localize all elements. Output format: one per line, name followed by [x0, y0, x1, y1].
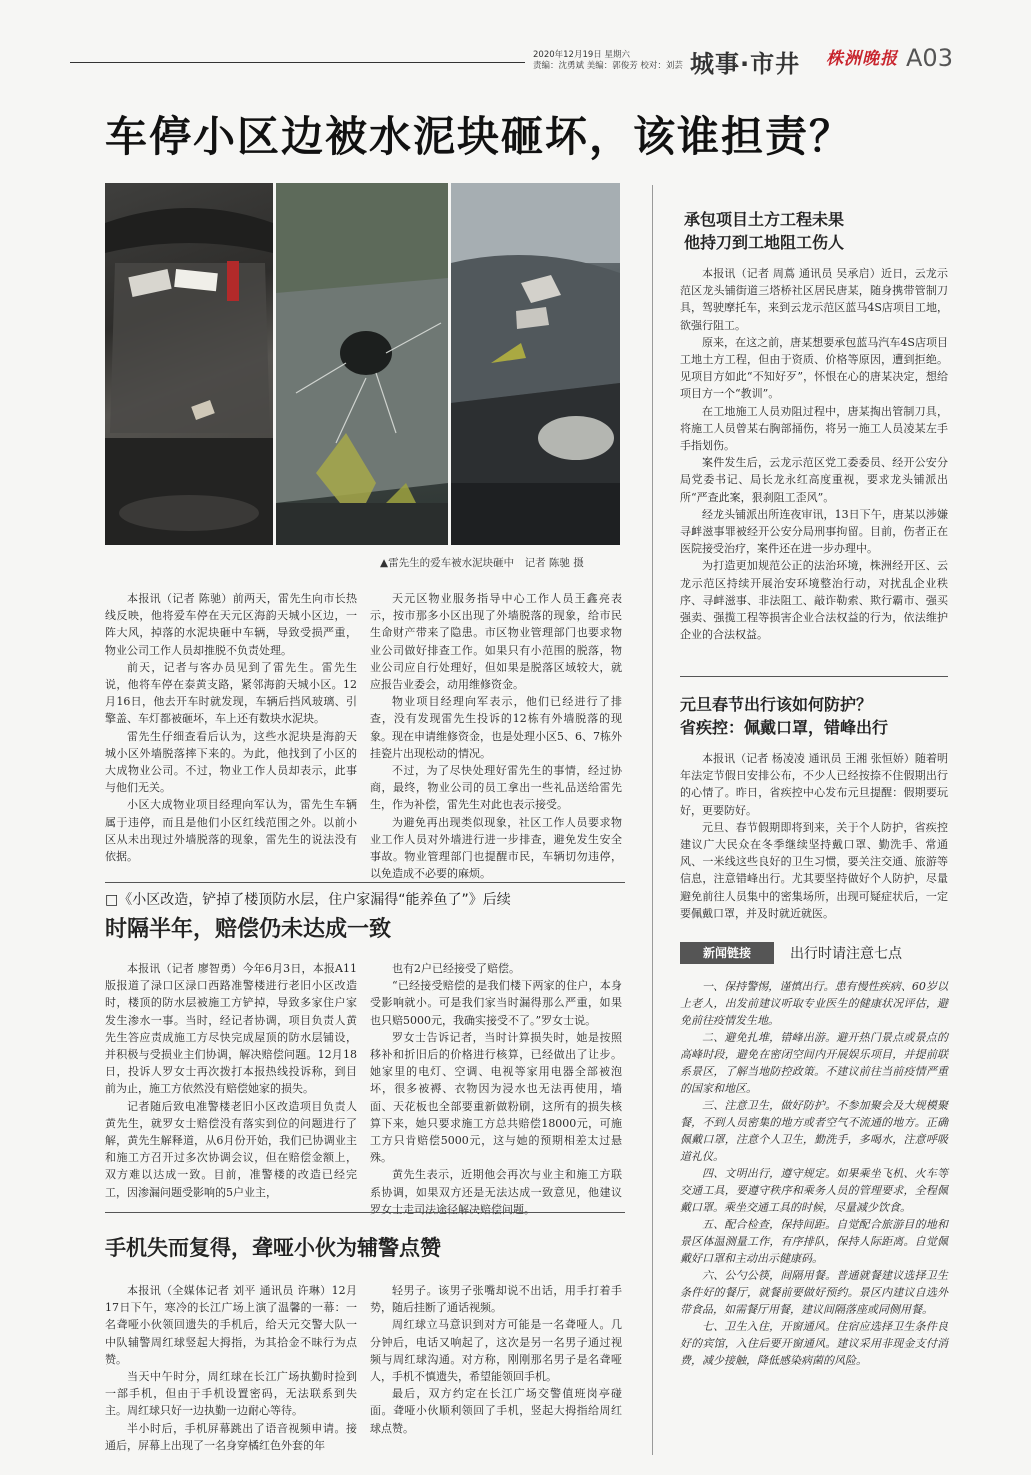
paragraph: 为避免再出现类似现象，社区工作人员要求物业工作人员对外墙进行进一步排查，避免发生安全事故。物业管理部门也提醒市民，车辆切勿违停，以免造成不必要的麻烦。	[370, 815, 622, 881]
followup-column-2	[370, 960, 622, 1218]
paragraph: 雷先生仔细查看后认为，这些水泥块是海韵天城小区外墙脱落摔下来的。为此，他找到了小区的大成物业公司。不过，物业工作人员却表示，此事与他们无关。	[105, 729, 357, 795]
paragraph: 也有2户已经接受了赔偿。	[392, 962, 520, 975]
paragraph: 前天，记者与客办员见到了雷先生。雷先生说，他将车停在泰黄支路，紧邻海韵天城小区。12月16日，他去开车时就发现，车辆后挡风玻璃、引擎盖、车灯都被砸坏，车上还有数块水泥块。	[105, 660, 357, 726]
paragraph: 本报讯（记者 陈驰）前两天，雷先生向市长热线反映，他将爱车停在天元区海韵天城小区边，一阵大风，掉落的水泥块砸中车辆，导致受损严重，物业公司工作人员却推脱不负责处理。	[105, 592, 357, 657]
tip-item: 四、文明出行，遵守规定。如果乘坐飞机、火车等交通工具，要遵守秩序和乘务人员的管理要求，全程佩戴口罩。乘坐交通工具的时候，尽量减少饮食。	[680, 1167, 948, 1214]
news-link-badge: 新闻链接	[680, 942, 774, 964]
paragraph: 当天中午时分，周红球在长江广场执勤时捡到一部手机，但由于手机设置密码，无法联系到失主。周红球只好一边执勤一边耐心等待。	[105, 1370, 357, 1418]
paragraph: 为打造更加规范公正的法治环境，株洲经开区、云龙示范区持续开展治安环境整治行动，对扰乱企业秩序、寻衅滋事、非法阻工、敲诈勒索、欺行霸市、强买强卖、强揽工程等损害企业合法权益的行为，依法维护企业的合法权益。	[680, 559, 948, 642]
shattered-windshield-photo	[276, 183, 448, 545]
paragraph: 本报讯（全媒体记者 刘平 通讯员 许琳）12月17日下午，寒冷的长江广场上演了温馨的一幕：一名聋哑小伙领回遗失的手机后，给天元交警大队一中队辅警周红球竖起大拇指，为其拾金不昧行为点赞。	[105, 1284, 357, 1366]
side2-headline-line1: 元旦春节出行该如何防护？	[680, 695, 873, 714]
paragraph: 罗女士告诉记者，当时计算损失时，她是按照移补和折旧后的价格进行核算，已经做出了让步。她家里的电灯、空调、电视等家用电器全部被泡坏，很多被褥、衣物因为浸水也无法再使用，墙面、天花板也全部要重新做粉刷，这所有的损失核算下来，她只要求施工方总共赔偿18000元，可施工方只肯赔偿5000元，这与她的预期相差太过悬殊。	[370, 1030, 622, 1165]
side1-body	[680, 265, 948, 643]
issue-date: 2020年12月19日 星期六	[533, 50, 630, 60]
header-rule	[70, 62, 525, 63]
paragraph: 小区大成物业项目经理向军认为，雷先生车辆属于违停，而且是他们小区红线范围之外。以前小区从未出现过外墙脱落的现象，雷先生的说法没有依据。	[105, 798, 357, 864]
paragraph: 天元区物业服务指导中心工作人员王鑫亮表示，按市那多小区出现了外墙脱落的现象，给市民生命财产带来了隐患。市区物业管理部门也要求物业公司做好排查工作。如果只有小范围的脱落，物业公司应自行处理好，但如果是脱落区域较大，就应报告业委会，动用维修资金。	[370, 592, 622, 692]
lead-column-1	[105, 590, 357, 865]
section-divider	[105, 882, 625, 883]
header-meta	[533, 50, 683, 72]
section-divider	[680, 676, 948, 677]
car-hood-photo	[451, 183, 620, 545]
phone-headline: 手机失而复得，聋哑小伙为辅警点赞	[105, 1235, 441, 1260]
tip-item: 六、公勺公筷，间隔用餐。普通就餐建议选择卫生条件好的餐厅，就餐前要做好预约。景区内建议自选外带食品，如需餐厅用餐，建议间隔落座或同侧用餐。	[680, 1269, 948, 1316]
section-title: 城事·市井	[690, 50, 801, 78]
paragraph: 案件发生后，云龙示范区党工委委员、经开公安分局党委书记、局长龙永红高度重视，要求龙头铺派出所“严查此案，狠刹阻工歪风”。	[680, 456, 948, 504]
side2-body	[680, 750, 948, 922]
paragraph: 本报讯（记者 周蔦 通讯员 吴承启）近日，云龙示范区龙头铺街道三塔桥社区居民唐某，随身携带管制刀具，驾驶摩托车，来到云龙示范区蓝马4S店项目工地，欲强行阻工。	[680, 267, 948, 332]
side2-headline-line2: 省疾控：佩戴口罩，错峰出行	[680, 718, 889, 737]
lead-headline: 车停小区边被水泥块砸坏，该谁担责？	[105, 112, 854, 161]
followup-column-1	[105, 960, 357, 1201]
lead-photo-strip	[105, 183, 620, 545]
phone-column-1	[105, 1282, 357, 1454]
lead-column-2	[370, 590, 622, 882]
paragraph: 不过，为了尽快处理好雷先生的事情，经过协商，最终，物业公司的员工拿出一些礼品送给雷先生，作为补偿，雷先生对此也表示接受。	[370, 764, 622, 812]
travel-tips-list	[680, 978, 948, 1369]
tip-item: 二、避免扎堆，错峰出游。避开热门景点或景点的高峰时段，避免在密闭空间内开展娱乐项目，并提前联系景区，了解当地防控政策。不建议前往当前疫情严重的国家和地区。	[680, 1031, 948, 1095]
paragraph: 本报讯（记者 杨凌凌 通讯员 王湘 张恒娇）随着明年法定节假日安排公布，不少人已经按捺不住假期出行的心情了。昨日，省疾控中心发布元旦提醒：假期要玩好，更要防好。	[680, 752, 948, 817]
tip-item: 七、卫生入住，开窗通风。住宿应选择卫生条件良好的宾馆，入住后要开窗通风。建议采用非现金支付消费，减少接触，降低感染病菌的风险。	[680, 1320, 948, 1367]
side1-headline-line1: 承包项目土方工程未果	[684, 210, 845, 229]
side1-headline-line2: 他持刀到工地阻工伤人	[684, 233, 845, 252]
paragraph: 轻男子。该男子张嘴却说不出话，用手打着手势，随后挂断了通话视频。	[370, 1284, 622, 1315]
tip-item: 三、注意卫生，做好防护。不参加聚会及大规模聚餐，不到人员密集的地方或者空气不流通的地方。正确佩戴口罩，注意个人卫生，勤洗手，多喝水，注意呼吸道礼仪。	[680, 1099, 948, 1163]
section-divider	[105, 1212, 625, 1213]
news-link-header	[680, 942, 950, 966]
paragraph: 记者随后致电准警楼老旧小区改造项目负责人黄先生，就罗女士赔偿没有落实到位的问题进行了解，黄先生解释道，从6月份开始，我们已协调业主和施工方召开过多次协调会议，但在赔偿金额上，双方难以达成一致。目前，准警楼的改造已经完工，因渗漏问题受影响的5户业主，	[105, 1099, 357, 1199]
paragraph: 半小时后，手机屏幕跳出了语音视频申请。接通后，屏幕上出现了一名身穿橘红色外套的年	[105, 1421, 357, 1452]
column-divider	[652, 185, 653, 1455]
newspaper-logo: 株洲晚报	[826, 49, 898, 69]
paragraph: 周红球立马意识到对方可能是一名聋哑人。几分钟后，电话又响起了，这次是另一名男子通过视频与周红球沟通。对方称，刚刚那名男子是名聋哑人，手机不慎遗失，希望能领回手机。	[370, 1318, 622, 1384]
paragraph: 经龙头铺派出所连夜审讯，13日下午，唐某以涉嫌寻衅滋事罪被经开公安分局刑事拘留。目前，伤者正在医院接受治疗，案件还在进一步办理中。	[680, 507, 948, 556]
paragraph: 元旦、春节假期即将到来，关于个人防护，省疾控建议广大民众在冬季继续坚持戴口罩、勤洗手、常通风、一米线这些良好的卫生习惯，要关注交通、旅游等信息，注意错峰出行。尤其要坚持做好个人防护，尽量避免前往人员集中的密集场所，出现可疑症状后，一定要佩戴口罩，并及时就近就医。	[680, 820, 948, 920]
photo-caption: ▲雷先生的爱车被水泥块砸中 记者 陈驰 摄	[380, 557, 584, 569]
page-number: A03	[906, 44, 953, 72]
paragraph: 本报讯（记者 廖智勇）今年6月3日，本报A11版报道了渌口区渌口西路准警楼进行老旧小区改造时，楼顶的防水层被施工方铲掉，导致多家住户家发生渗水一事。当时，经记者协调，项目负责人黄先生答应责成施工方尽快完成屋顶的防水层铺设，并积极与受损业主们协调，解决赔偿问题。12月18日，投诉人罗女士再次拨打本报热线投诉称，到目前为止，施工方依然没有赔偿她家的损失。	[105, 962, 357, 1096]
tip-item: 五、配合检查，保持间距。自觉配合旅游目的地和景区体温测量工作，有序排队，保持人际距离。自觉佩戴好口罩和主动出示健康码。	[680, 1218, 948, 1265]
paragraph: 最后，双方约定在长江广场交警值班岗亭碰面。聋哑小伙顺利领回了手机，竖起大拇指给周红球点赞。	[370, 1387, 622, 1435]
tip-item: 一、保持警惕，谨慎出行。患有慢性疾病、60岁以上老人，出发前建议听取专业医生的健康状况评估，避免前往疫情发生地。	[680, 980, 948, 1027]
car-trunk-photo	[105, 183, 273, 545]
phone-column-2	[370, 1282, 622, 1437]
paragraph: “已经接受赔偿的是我们楼下两家的住户，本身受影响就小。可是我们家当时漏得那么严重，如果也只赔5000元，我确实接受不了。”罗女士说。	[370, 979, 622, 1027]
news-link-title: 出行时请注意七点	[790, 946, 902, 962]
followup-kicker: □《小区改造，铲掉了楼顶防水层，住户家漏得“能养鱼了”》后续	[105, 892, 511, 908]
paragraph: 物业项目经理向军表示，他们已经进行了排查，没有发现雷先生投诉的12栋有外墙脱落的现象。现在申请维修资金，也是处理小区5、6、7栋外挂瓷片出现松动的情况。	[370, 695, 622, 760]
paragraph: 在工地施工人员劝阻过程中，唐某掏出管制刀具，将施工人员曾某右胸部捅伤，将另一施工人员凌某左手手指划伤。	[680, 404, 948, 453]
editor-credits: 责编：沈勇斌 美编：郭俊芳 校对：刘芸	[533, 61, 683, 71]
paragraph: 原来，在这之前，唐某想要承包蓝马汽车4S店项目工地土方工程，但由于资质、价格等原因，遭到拒绝。见项目方如此“不知好歹”，怀恨在心的唐某决定，想给项目方一个“教训”。	[680, 335, 948, 401]
paragraph: 黄先生表示，近期他会再次与业主和施工方联系协调，如果双方还是无法达成一致意见，他建议罗女士走司法途径解决赔偿问题。	[370, 1168, 622, 1216]
followup-headline: 时隔半年，赔偿仍未达成一致	[105, 916, 392, 942]
